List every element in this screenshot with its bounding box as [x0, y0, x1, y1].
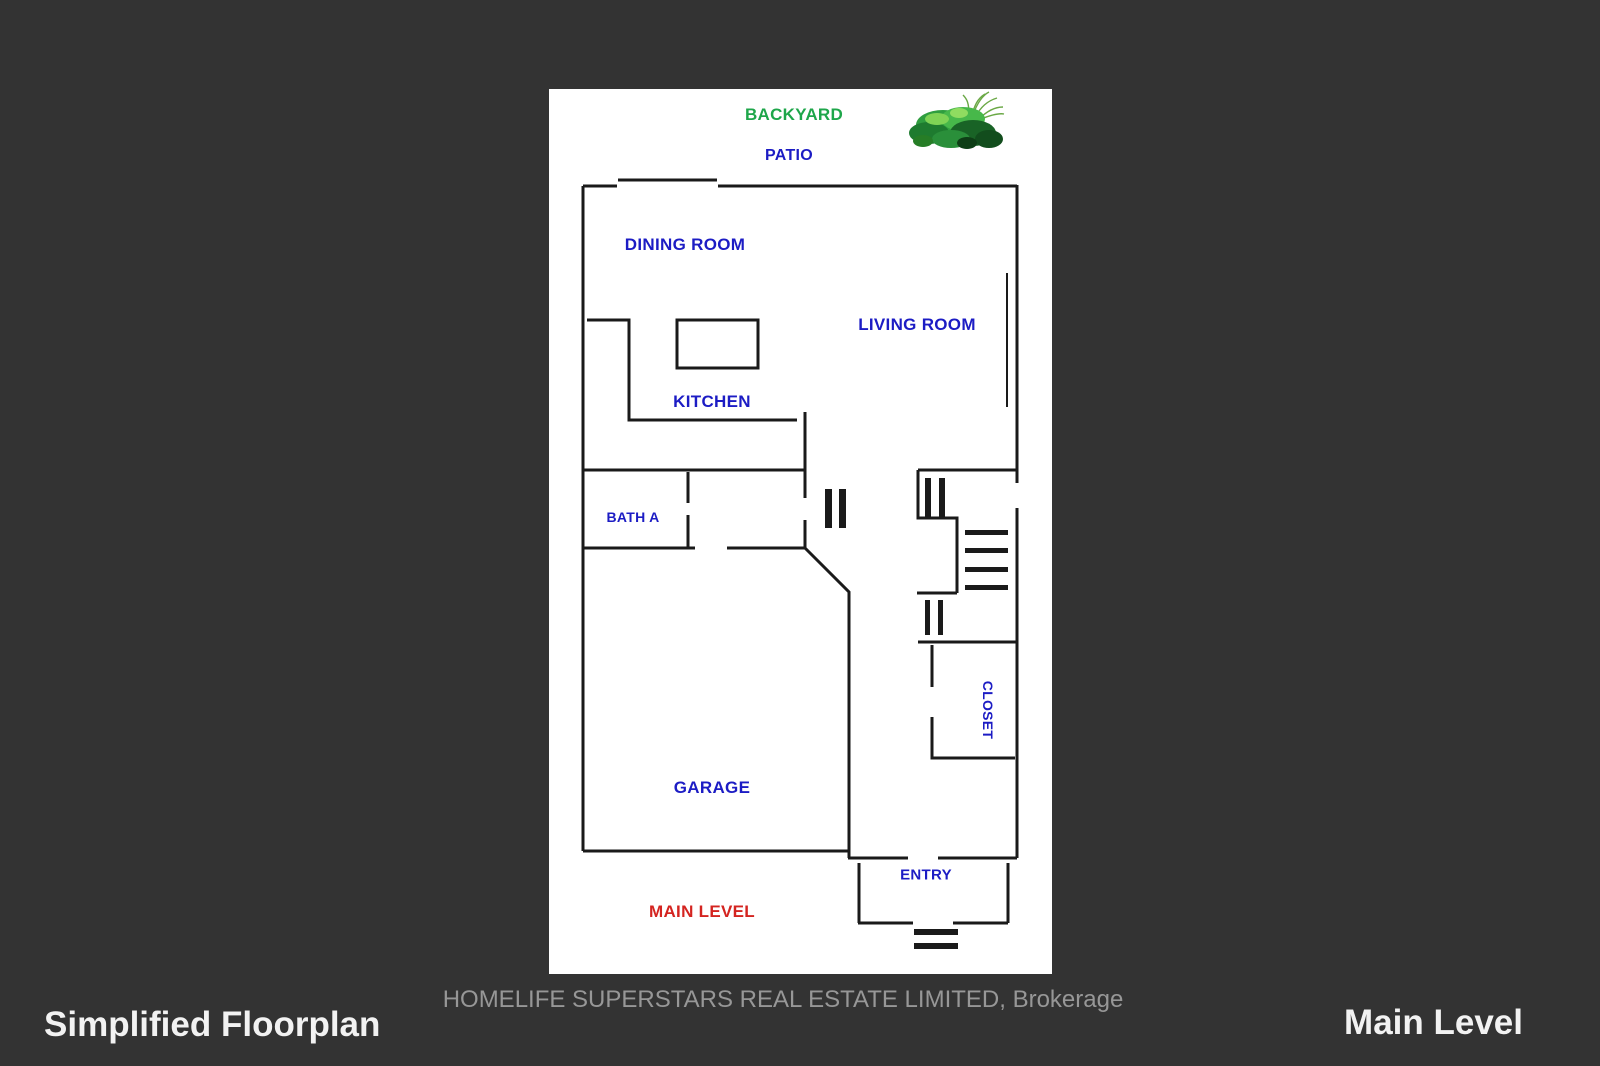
stair-tread [965, 530, 1008, 535]
brokerage-caption: HOMELIFE SUPERSTARS REAL ESTATE LIMITED, Brokerage [442, 986, 1124, 1013]
stairs-door-bar [925, 478, 931, 517]
room-label-main-level: MAIN LEVEL [649, 902, 755, 921]
room-label-dining-room: DINING ROOM [624, 235, 746, 254]
hall-door-bar [839, 489, 846, 528]
stairs-lower-door-bar [925, 600, 930, 635]
room-label-patio: PATIO [764, 147, 814, 164]
garage-right-wall [805, 548, 849, 858]
room-label-entry: ENTRY [900, 866, 952, 884]
stairs-lower-door-bar [938, 600, 943, 635]
entry-step [914, 943, 958, 949]
room-label-closet: CLOSET [980, 680, 996, 740]
room-label-kitchen: KITCHEN [673, 392, 751, 411]
room-label-living-room: LIVING ROOM [858, 315, 976, 334]
floorplan-panel [549, 89, 1052, 974]
stairs-door-bar [939, 478, 945, 517]
entry-step [914, 929, 958, 935]
room-label-garage: GARAGE [673, 778, 751, 797]
kitchen-island [677, 320, 758, 368]
stair-tread [965, 567, 1008, 572]
room-label-bath-a: BATH A [606, 509, 660, 525]
closet-wall-lower [932, 717, 1015, 758]
hall-door-bar [825, 489, 832, 528]
stair-tread [965, 548, 1008, 553]
plant-icon [901, 91, 1005, 151]
caption-simplified-floorplan: Simplified Floorplan [44, 1005, 381, 1044]
stairs-enclosure [918, 470, 957, 593]
room-label-backyard: BACKYARD [744, 105, 844, 124]
floorplan-walls [549, 89, 1052, 974]
caption-main-level: Main Level [1344, 1003, 1523, 1042]
stair-tread [965, 585, 1008, 590]
